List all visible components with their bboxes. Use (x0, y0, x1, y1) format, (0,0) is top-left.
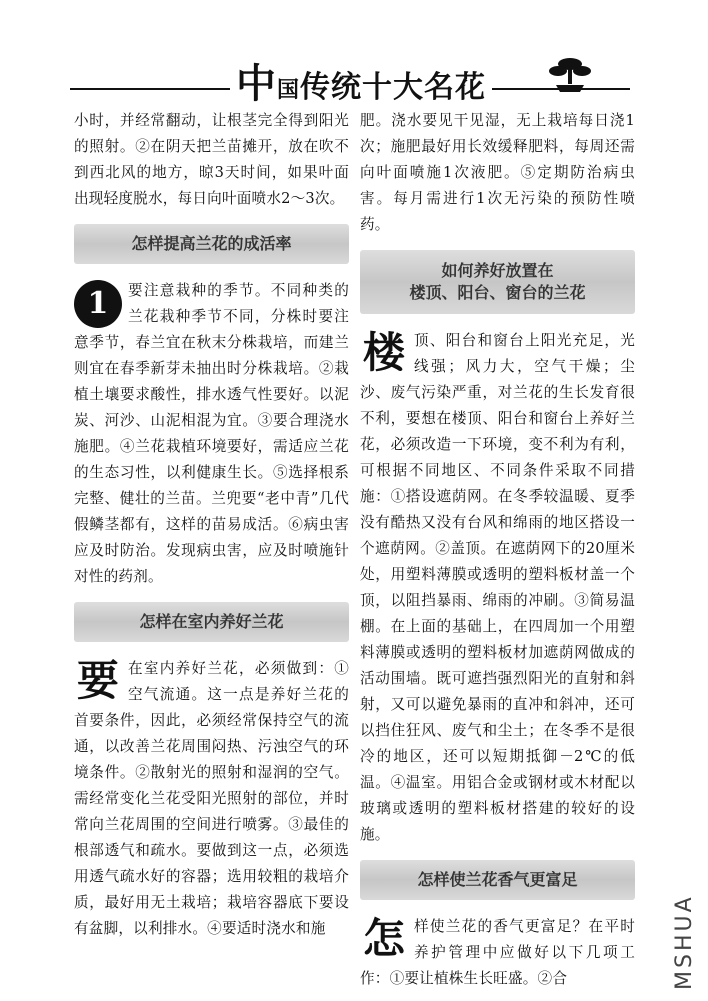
right-continuation-text: 肥。浇水要见干见湿，无上栽培每日浇1次；施肥最好用长效缓释肥料，每周还需向叶面喷施1次液肥。⑤定期防治病虫害。每月需进行1次无污染的预防性喷药。 (360, 112, 635, 233)
right-column (360, 108, 635, 992)
section-body-success-rate (74, 278, 349, 590)
section-text: 样使兰花的香气更富足？在平时养护管理中应做好以下几项工作：①要让植株生长旺盛。②合 (360, 918, 635, 987)
title-second-char: 国 (277, 77, 301, 103)
page-header (70, 52, 630, 107)
dropcap-char: 怎 (362, 914, 406, 963)
left-column (74, 108, 349, 942)
title-first-char: 中 (236, 60, 277, 107)
section-text: 顶、阳台和窗台上阳光充足，光线强；风力大，空气干燥；尘沙、废气污染严重，对兰花的生长发育很不利，要想在楼顶、阳台和窗台上养好兰花，必须改造一下环境，变不利为有利，可根据不同地区、不同条件采取不同措施：①搭设遮荫网。在冬季较温暖、夏季没有酷热又没有台风和绵雨的地区搭设一个遮荫网。②盖顶。在遮荫网下的20厘米处，用塑料薄膜或透明的塑料板材盖一个顶，以阻挡暴雨、绵雨的冲刷。③简易温棚。在上面的基础上，在四周加一个用塑料薄膜或透明的塑料板材加遮荫网做成的活动围墙。既可遮挡强烈阳光的直射和斜射，又可以避免暴雨的直冲和斜冲，还可以挡住狂风、废气和尘土；在冬季不是很冷的地区，还可以短期抵御－2℃的低温。④温室。用铝合金或钢材或木材配以玻璃或透明的塑料板材搭建的较好的设施。 (360, 332, 635, 843)
section-text: 在室内养好兰花，必须做到：①空气流通。这一点是养好兰花的首要条件，因此，必须经常保持空气的流通，以改善兰花周围闷热、污浊空气的环境条件。②散射光的照射和湿润的空气。需经常变化兰花受阳光照射的部位，并时常向兰花周围的空间进行喷雾。③最佳的根部透气和疏水。要做到这一点，必须选用透气疏水好的容器；选用较粗的栽培介质，最好用无土栽培；栽培容器底下要设有盆脚，以利排水。④要适时浇水和施 (74, 660, 349, 937)
section-heading-rooftop (360, 250, 635, 314)
heading-line-1: 如何养好放置在 (441, 261, 554, 280)
section-body-rooftop (360, 328, 635, 848)
watermark: MSHUA (672, 894, 697, 990)
dropcap-char: 要 (76, 656, 120, 705)
section-body-indoor (74, 656, 349, 942)
series-title (230, 52, 492, 109)
section-heading-success-rate (74, 224, 349, 264)
bonsai-icon (548, 54, 592, 94)
heading-text: 怎样提高兰花的成活率 (131, 234, 292, 253)
section-body-fragrance (360, 914, 635, 992)
heading-text: 怎样在室内养好兰花 (139, 612, 284, 631)
section-text: 要注意栽种的季节。不同种类的兰花栽种季节不同，分株时要注意季节，春兰宜在秋末分株栽培，而建兰则宜在春季新芽未抽出时分株栽培。②栽植土壤要求酸性，排水透气性要好。以泥炭、河沙、山泥相混为宜。③要合理浇水施肥。④兰花栽植环境要好，需适应兰花的生态习性，以利健康生长。⑤选择根系完整、健壮的兰苗。兰兜要“老中青”几代假鳞茎都有，这样的苗易成活。⑥病虫害应及时防治。发现病虫害，应及时喷施针对性的药剂。 (74, 282, 349, 585)
heading-text: 怎样使兰花香气更富足 (417, 870, 578, 889)
heading-line-2: 楼顶、阳台、窗台的兰花 (409, 283, 586, 302)
section-heading-indoor (74, 602, 349, 642)
section-heading-fragrance (360, 860, 635, 900)
title-rest: 传统十大名花 (300, 70, 487, 105)
dropcap-number-one: 1 (74, 280, 122, 328)
heading-text (409, 260, 585, 304)
left-continuation-text: 小时，并经常翻动，让根茎完全得到阳光的照射。②在阴天把兰苗摊开，放在吹不到西北风的地方，晾3天时间，如果叶面出现轻度脱水，每日向叶面喷水2～3次。 (74, 112, 349, 207)
dropcap-char: 楼 (362, 328, 406, 377)
